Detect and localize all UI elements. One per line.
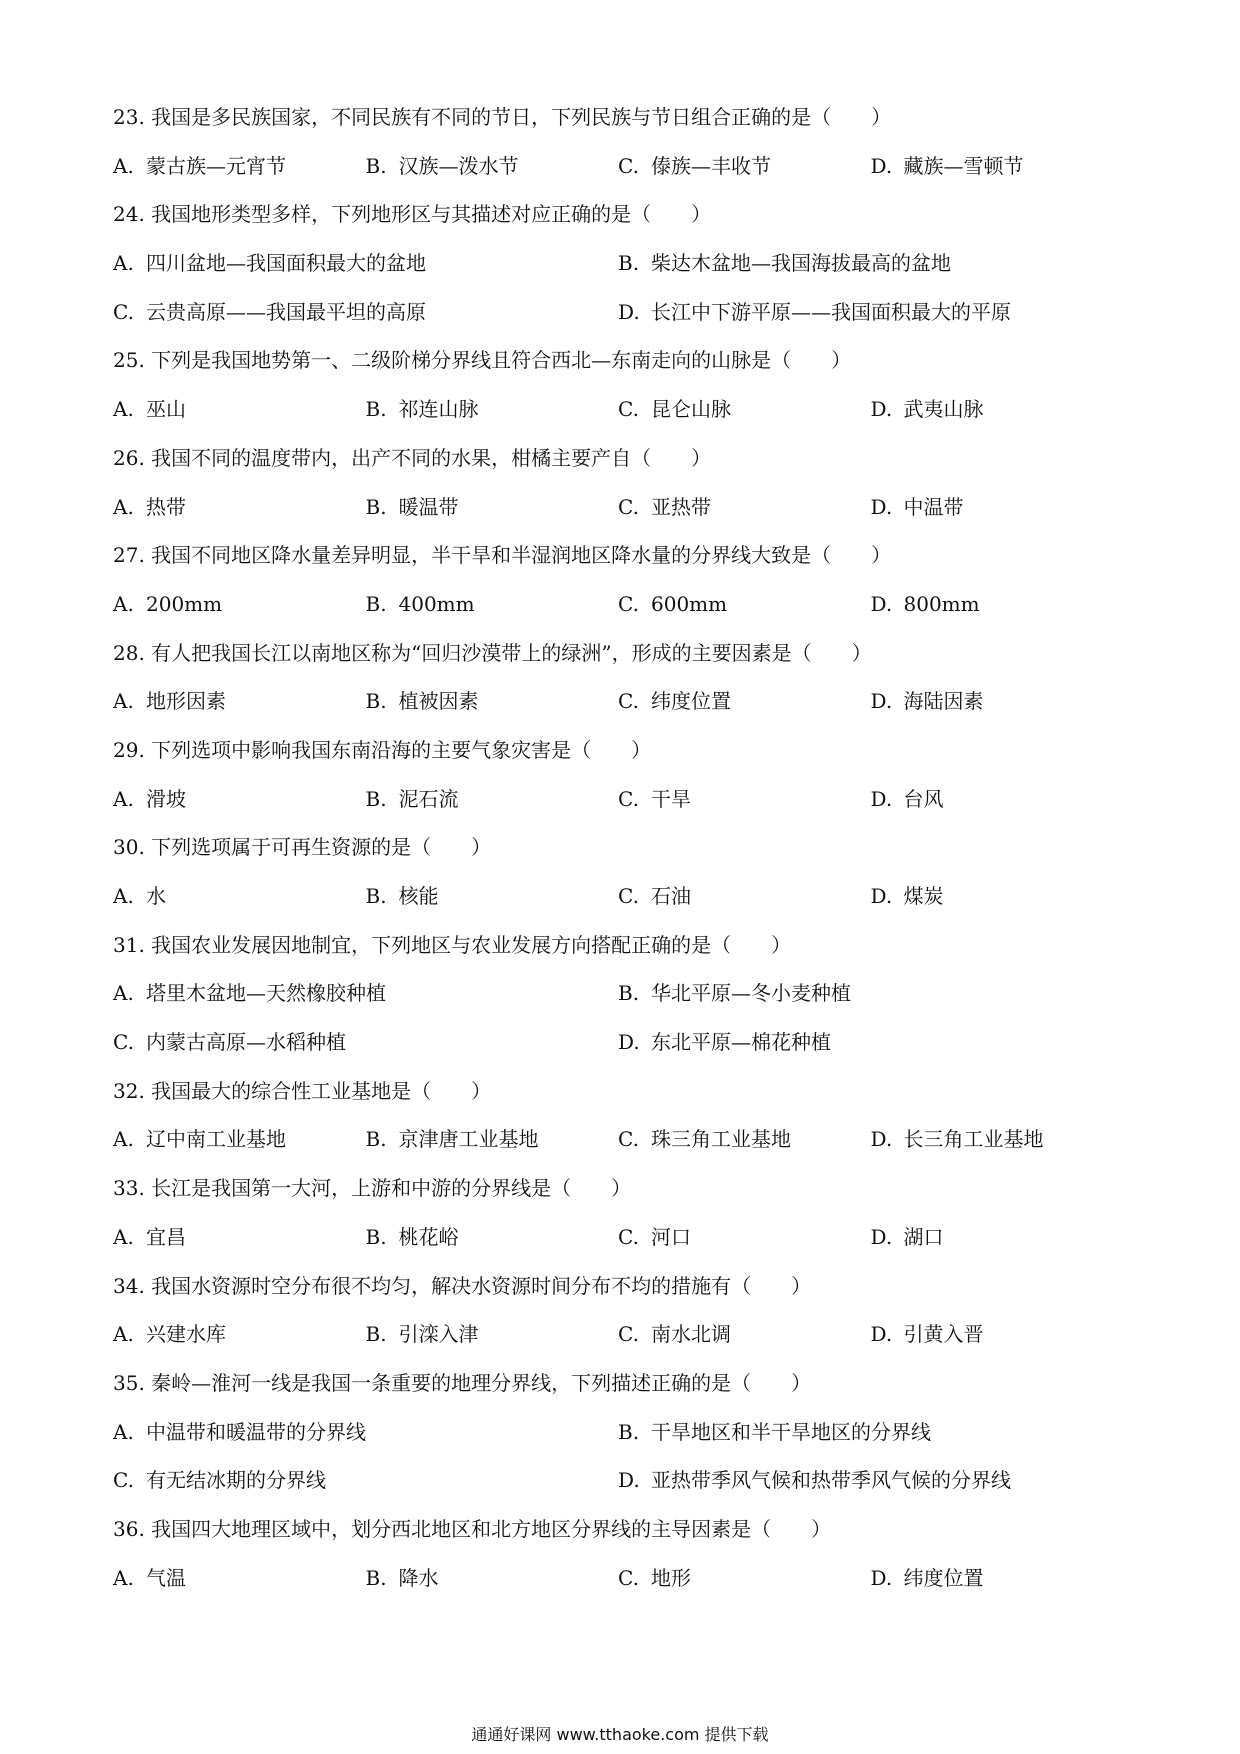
question-stem: 29. 下列选项中影响我国东南沿海的主要气象灾害是（ ） — [113, 737, 652, 762]
question-stem: 27. 我国不同地区降水量差异明显，半干旱和半湿润地区降水量的分界线大致是（ ） — [113, 543, 892, 568]
question-stem: 25. 下列是我国地势第一、二级阶梯分界线且符合西北—东南走向的山脉是（ ） — [113, 348, 852, 373]
option — [618, 1561, 871, 1610]
options — [113, 246, 1123, 343]
options-row — [113, 1463, 1123, 1512]
option-letter: B. — [365, 1322, 387, 1347]
option — [366, 1317, 619, 1366]
option-text: 蒙古族—元宵节 — [146, 153, 286, 178]
option — [366, 879, 619, 928]
option — [366, 392, 619, 441]
options — [113, 684, 1123, 733]
option-text: 傣族—丰收节 — [651, 153, 771, 178]
question-24 — [113, 197, 1123, 343]
question-27 — [113, 538, 1123, 635]
question-stem: 36. 我国四大地理区域中，划分西北地区和北方地区分界线的主导因素是（ ） — [113, 1516, 832, 1541]
option — [113, 149, 366, 198]
question-stem: 23. 我国是多民族国家，不同民族有不同的节日，下列民族与节日组合正确的是（ ） — [113, 105, 892, 129]
option-text: 气温 — [146, 1565, 186, 1590]
option-letter: D. — [870, 1565, 893, 1590]
option-letter: C. — [113, 1468, 134, 1493]
option — [871, 1220, 1124, 1269]
option-text: 塔里木盆地—天然橡胶种植 — [146, 981, 386, 1006]
option — [871, 879, 1124, 928]
question-23 — [113, 100, 1123, 197]
option-letter: C. — [618, 689, 639, 714]
option — [871, 684, 1124, 733]
option-letter: B. — [365, 1224, 387, 1249]
option-letter: B. — [618, 1419, 640, 1444]
question-25 — [113, 343, 1123, 440]
options — [113, 149, 1123, 198]
option-text: 汉族—泼水节 — [398, 153, 519, 178]
option-letter: D. — [870, 591, 893, 616]
question-28 — [113, 636, 1123, 733]
option-letter: C. — [618, 1565, 639, 1590]
option-letter: A. — [113, 251, 134, 276]
option-text: 长三角工业基地 — [903, 1127, 1044, 1152]
option-letter: A. — [113, 1322, 134, 1347]
option-text: 泥石流 — [398, 786, 459, 811]
options — [113, 1317, 1123, 1366]
option — [871, 1317, 1124, 1366]
question-34 — [113, 1269, 1123, 1366]
question-stem: 26. 我国不同的温度带内，出产不同的水果，柑橘主要产自（ ） — [113, 445, 712, 470]
option-letter: C. — [618, 1224, 639, 1249]
option — [618, 879, 871, 928]
question-stem: 24. 我国地形类型多样，下列地形区与其描述对应正确的是（ ） — [113, 202, 712, 227]
option-text: 200mm — [146, 591, 223, 616]
option — [113, 879, 366, 928]
option-text: 河口 — [651, 1224, 691, 1249]
option — [618, 684, 871, 733]
option — [618, 246, 1123, 295]
options-row — [113, 1415, 1123, 1464]
question-stem: 28. 有人把我国长江以南地区称为“回归沙漠带上的绿洲”，形成的主要因素是（ ） — [113, 640, 872, 665]
option — [366, 782, 619, 831]
option — [113, 1561, 366, 1610]
options — [113, 1561, 1123, 1610]
option-text: 祁连山脉 — [398, 397, 479, 422]
option-letter: D. — [870, 786, 893, 811]
option-text: 台风 — [903, 786, 944, 811]
option-letter: C. — [618, 494, 639, 519]
question-stem: 31. 我国农业发展因地制宜，下列地区与农业发展方向搭配正确的是（ ） — [113, 932, 792, 957]
option — [871, 587, 1124, 636]
question-30 — [113, 830, 1123, 927]
option-letter: A. — [113, 689, 134, 714]
option-text: 海陆因素 — [903, 689, 984, 714]
option-text: 华北平原—冬小麦种植 — [651, 981, 851, 1006]
option-text: 暖温带 — [398, 494, 459, 519]
option — [113, 1025, 618, 1074]
option-text: 桃花峪 — [398, 1224, 459, 1249]
option-text: 武夷山脉 — [903, 397, 984, 422]
option — [113, 1415, 618, 1464]
option-letter: B. — [365, 689, 387, 714]
option-letter: A. — [113, 1224, 134, 1249]
option — [618, 1122, 871, 1171]
option-letter: D. — [870, 884, 893, 908]
options — [113, 976, 1123, 1073]
option — [113, 392, 366, 441]
option-letter: A. — [113, 153, 134, 178]
option-text: 热带 — [146, 494, 186, 519]
option — [113, 782, 366, 831]
option-text: 南水北调 — [651, 1322, 731, 1347]
option-text: 石油 — [651, 884, 691, 908]
option — [618, 1025, 1123, 1074]
option — [618, 490, 871, 539]
question-36 — [113, 1512, 1123, 1609]
question-list — [113, 100, 1123, 1609]
question-stem: 32. 我国最大的综合性工业基地是（ ） — [113, 1078, 492, 1103]
options — [113, 1122, 1123, 1171]
option-letter: C. — [618, 397, 639, 422]
option-text: 辽中南工业基地 — [146, 1127, 286, 1152]
option-text: 滑坡 — [146, 786, 186, 811]
page-footer: 通通好课网 www.tthaoke.com 提供下载 — [471, 1725, 769, 1744]
option — [618, 1317, 871, 1366]
option-letter: A. — [113, 591, 134, 616]
option — [618, 1220, 871, 1269]
option-letter: B. — [618, 981, 640, 1006]
option-text: 兴建水库 — [146, 1322, 226, 1347]
options-row — [113, 295, 1123, 344]
option-text: 珠三角工业基地 — [651, 1127, 791, 1152]
option-letter: D. — [618, 1030, 640, 1055]
option — [366, 490, 619, 539]
option-letter: A. — [113, 1127, 134, 1152]
option-letter: D. — [870, 1224, 893, 1249]
option-letter: D. — [870, 689, 893, 714]
option — [366, 1122, 619, 1171]
option — [113, 1122, 366, 1171]
options — [113, 1220, 1123, 1269]
option — [113, 1463, 618, 1512]
question-stem: 33. 长江是我国第一大河，上游和中游的分界线是（ ） — [113, 1176, 632, 1201]
option-letter: B. — [365, 591, 387, 616]
option-text: 京津唐工业基地 — [398, 1127, 539, 1152]
option-text: 长江中下游平原——我国面积最大的平原 — [651, 299, 1011, 324]
question-29 — [113, 733, 1123, 830]
option-text: 巫山 — [146, 397, 186, 422]
option-text: 云贵高原——我国最平坦的高原 — [146, 299, 426, 324]
option-text: 800mm — [903, 591, 980, 616]
option-letter: B. — [365, 153, 387, 178]
options — [113, 587, 1123, 636]
option-text: 四川盆地—我国面积最大的盆地 — [146, 251, 426, 276]
options — [113, 782, 1123, 831]
option-letter: B. — [365, 494, 387, 519]
option-letter: C. — [113, 1030, 134, 1055]
option — [618, 149, 871, 198]
option-text: 煤炭 — [903, 884, 944, 908]
option-text: 600mm — [651, 591, 728, 616]
option — [871, 149, 1124, 198]
option-letter: B. — [365, 1565, 387, 1590]
question-32 — [113, 1074, 1123, 1171]
option-text: 藏族—雪顿节 — [903, 153, 1024, 178]
option — [871, 490, 1124, 539]
option-letter: D. — [870, 494, 893, 519]
option-text: 有无结冰期的分界线 — [146, 1468, 326, 1493]
option-text: 植被因素 — [398, 689, 479, 714]
option-text: 内蒙古高原—水稻种植 — [146, 1030, 346, 1055]
options — [113, 879, 1123, 928]
option-letter: B. — [365, 786, 387, 811]
option-letter: D. — [870, 397, 893, 422]
options-row — [113, 976, 1123, 1025]
option-letter: B. — [365, 884, 387, 908]
option — [366, 587, 619, 636]
option — [113, 684, 366, 733]
option-letter: C. — [618, 591, 639, 616]
option-letter: C. — [618, 1322, 639, 1347]
option — [113, 1317, 366, 1366]
options — [113, 490, 1123, 539]
option — [871, 392, 1124, 441]
option — [618, 976, 1123, 1025]
option — [618, 392, 871, 441]
question-stem: 34. 我国水资源时空分布很不均匀，解决水资源时间分布不均的措施有（ ） — [113, 1273, 812, 1298]
option-text: 地形因素 — [146, 689, 226, 714]
option-letter: B. — [365, 397, 387, 422]
option-text: 降水 — [398, 1565, 439, 1590]
option — [113, 490, 366, 539]
option-letter: A. — [113, 494, 134, 519]
option-text: 干旱 — [651, 786, 691, 811]
option — [618, 1463, 1123, 1512]
option-text: 核能 — [398, 884, 439, 908]
options — [113, 392, 1123, 441]
option-text: 亚热带 — [651, 494, 711, 519]
option-text: 水 — [146, 884, 166, 908]
option — [366, 1220, 619, 1269]
option-letter: C. — [618, 153, 639, 178]
question-stem: 30. 下列选项属于可再生资源的是（ ） — [113, 835, 492, 860]
option-text: 干旱地区和半干旱地区的分界线 — [651, 1419, 931, 1444]
option — [113, 976, 618, 1025]
option-letter: B. — [618, 251, 640, 276]
option-text: 宜昌 — [146, 1224, 186, 1249]
option-letter: D. — [618, 299, 640, 324]
option-letter: A. — [113, 884, 134, 908]
option-letter: A. — [113, 1565, 134, 1590]
option-letter: A. — [113, 397, 134, 422]
option-text: 纬度位置 — [903, 1565, 984, 1590]
option-letter: D. — [618, 1468, 640, 1493]
option-letter: D. — [870, 153, 893, 178]
option-letter: C. — [618, 1127, 639, 1152]
option-letter: A. — [113, 1419, 134, 1444]
option-letter: C. — [618, 884, 639, 908]
option — [871, 782, 1124, 831]
option-letter: D. — [870, 1127, 893, 1152]
option-letter: B. — [365, 1127, 387, 1152]
option-text: 纬度位置 — [651, 689, 731, 714]
option — [366, 149, 619, 198]
option — [366, 684, 619, 733]
option-text: 昆仑山脉 — [651, 397, 731, 422]
question-stem: 35. 秦岭—淮河一线是我国一条重要的地理分界线，下列描述正确的是（ ） — [113, 1370, 812, 1395]
options-row — [113, 1025, 1123, 1074]
option-letter: D. — [870, 1322, 893, 1347]
option-text: 柴达木盆地—我国海拔最高的盆地 — [651, 251, 951, 276]
option-text: 引黄入晋 — [903, 1322, 984, 1347]
option-text: 引滦入津 — [398, 1322, 479, 1347]
option-letter: C. — [618, 786, 639, 811]
option-text: 中温带 — [903, 494, 964, 519]
option-text: 东北平原—棉花种植 — [651, 1030, 831, 1055]
option — [618, 587, 871, 636]
question-33 — [113, 1171, 1123, 1268]
option — [113, 246, 618, 295]
option — [366, 1561, 619, 1610]
option — [618, 782, 871, 831]
option-letter: A. — [113, 981, 134, 1006]
option-letter: A. — [113, 786, 134, 811]
option — [113, 587, 366, 636]
question-35 — [113, 1366, 1123, 1512]
options — [113, 1415, 1123, 1512]
option — [618, 295, 1123, 344]
option-text: 地形 — [651, 1565, 691, 1590]
option-text: 湖口 — [903, 1224, 944, 1249]
option-text: 400mm — [398, 591, 475, 616]
option — [871, 1561, 1124, 1610]
option — [113, 1220, 366, 1269]
option — [871, 1122, 1124, 1171]
option — [618, 1415, 1123, 1464]
option-letter: C. — [113, 299, 134, 324]
option-text: 亚热带季风气候和热带季风气候的分界线 — [651, 1468, 1011, 1493]
question-31 — [113, 928, 1123, 1074]
option-text: 中温带和暖温带的分界线 — [146, 1419, 366, 1444]
question-26 — [113, 441, 1123, 538]
options-row — [113, 246, 1123, 295]
option — [113, 295, 618, 344]
